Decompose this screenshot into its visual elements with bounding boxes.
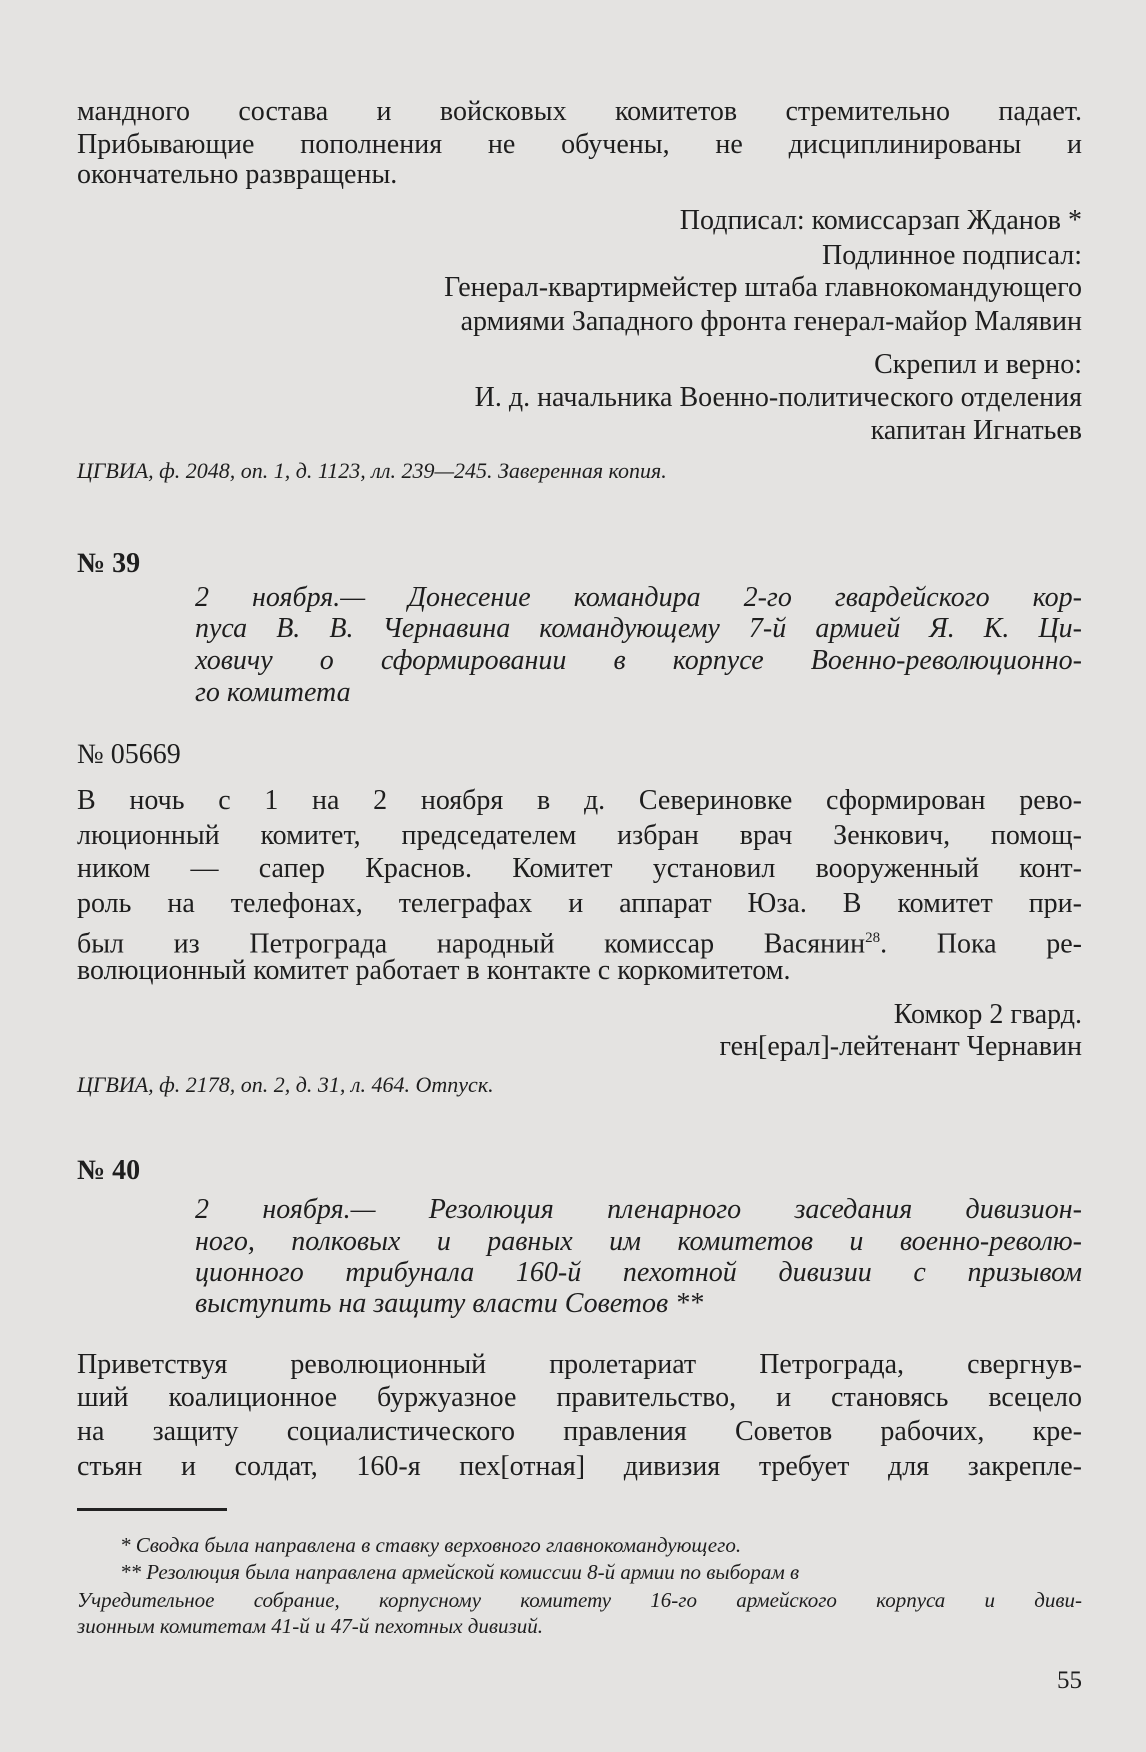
signature-line: Подписал: комиссарзап Жданов * <box>679 205 1082 236</box>
body-line: роль на телефонах, телеграфах и аппарат Юза. В комитет при- <box>77 888 1082 919</box>
body-line: ший коалиционное буржуазное правительство, и становясь всецело <box>77 1382 1082 1413</box>
signature-line: Подлинное подписал: <box>822 240 1082 271</box>
body-text: . Пока ре- <box>880 928 1082 960</box>
body-text: был из Петрограда народный комиссар Васянин <box>77 928 866 960</box>
body-line: люционный комитет, председателем избран врач Зенкович, помощ- <box>77 820 1082 851</box>
body-line: Приветствуя революционный пролетариат Петрограда, свергнув- <box>77 1349 1082 1380</box>
document-number: № 39 <box>77 548 141 579</box>
signature-line: И. д. начальника Военно-политического отделения <box>474 382 1082 413</box>
signature-line: капитан Игнатьев <box>870 415 1082 446</box>
document-heading-line: го комитета <box>195 677 351 708</box>
body-line: волюционный комитет работает в контакте с коркомитетом. <box>77 955 791 986</box>
footnote: ** Резолюция была направлена армейской комиссии 8-й армии по выборам в <box>120 1560 800 1584</box>
body-line: мандного состава и войсковых комитетов стремительно падает. <box>77 96 1082 127</box>
footnote-divider <box>77 1508 227 1511</box>
archive-source: ЦГВИА, ф. 2048, оп. 1, д. 1123, лл. 239—245. Заверенная копия. <box>77 458 667 483</box>
body-line: В ночь с 1 на 2 ноября в д. Севериновке сформирован рево- <box>77 785 1082 816</box>
document-heading-line: ционного трибунала 160-й пехотной дивизии с призывом <box>195 1257 1082 1288</box>
body-line: Прибывающие пополнения не обучены, не дисциплинированы и <box>77 129 1082 160</box>
signature-line: Генерал-квартирмейстер штаба главнокомандующего <box>444 272 1082 303</box>
footnote: * Сводка была направлена в ставку верховного главнокомандующего. <box>120 1533 742 1557</box>
document-heading-line: ного, полковых и равных им комитетов и военно-револю- <box>195 1226 1082 1257</box>
document-heading-line: ховичу о сформировании в корпусе Военно-революционно- <box>195 645 1082 676</box>
document-number: № 40 <box>77 1155 141 1186</box>
signature-line: Скрепил и верно: <box>874 349 1082 380</box>
reference-number: № 05669 <box>77 739 181 770</box>
document-heading-line: 2 ноября.— Донесение командира 2-го гвардейского кор- <box>195 582 1082 613</box>
body-line: ником — сапер Краснов. Комитет установил вооруженный конт- <box>77 853 1082 884</box>
endnote-marker: 28 <box>865 930 881 946</box>
document-heading-line: пуса В. В. Чернавина командующему 7-й армией Я. К. Ци- <box>195 613 1082 644</box>
document-heading-line: 2 ноября.— Резолюция пленарного заседания дивизион- <box>195 1194 1082 1225</box>
footnote: зионным комитетам 41-й и 47-й пехотных дивизий. <box>77 1614 543 1638</box>
footnote: Учредительное собрание, корпусному комитету 16-го армейского корпуса и диви- <box>77 1588 1082 1612</box>
archive-source: ЦГВИА, ф. 2178, оп. 2, д. 31, л. 464. Отпуск. <box>77 1072 494 1097</box>
page-number: 55 <box>1057 1667 1082 1694</box>
signature-line: ген[ерал]-лейтенант Чернавин <box>719 1031 1082 1062</box>
body-line: стьян и солдат, 160-я пех[отная] дивизия требует для закрепле- <box>77 1451 1082 1482</box>
body-line: на защиту социалистического правления Советов рабочих, кре- <box>77 1416 1082 1447</box>
document-heading-line: выступить на защиту власти Советов ** <box>195 1288 704 1319</box>
signature-line: Комкор 2 гвард. <box>893 999 1082 1030</box>
body-line: окончательно развращены. <box>77 159 398 190</box>
signature-line: армиями Западного фронта генерал-майор Малявин <box>460 306 1082 337</box>
